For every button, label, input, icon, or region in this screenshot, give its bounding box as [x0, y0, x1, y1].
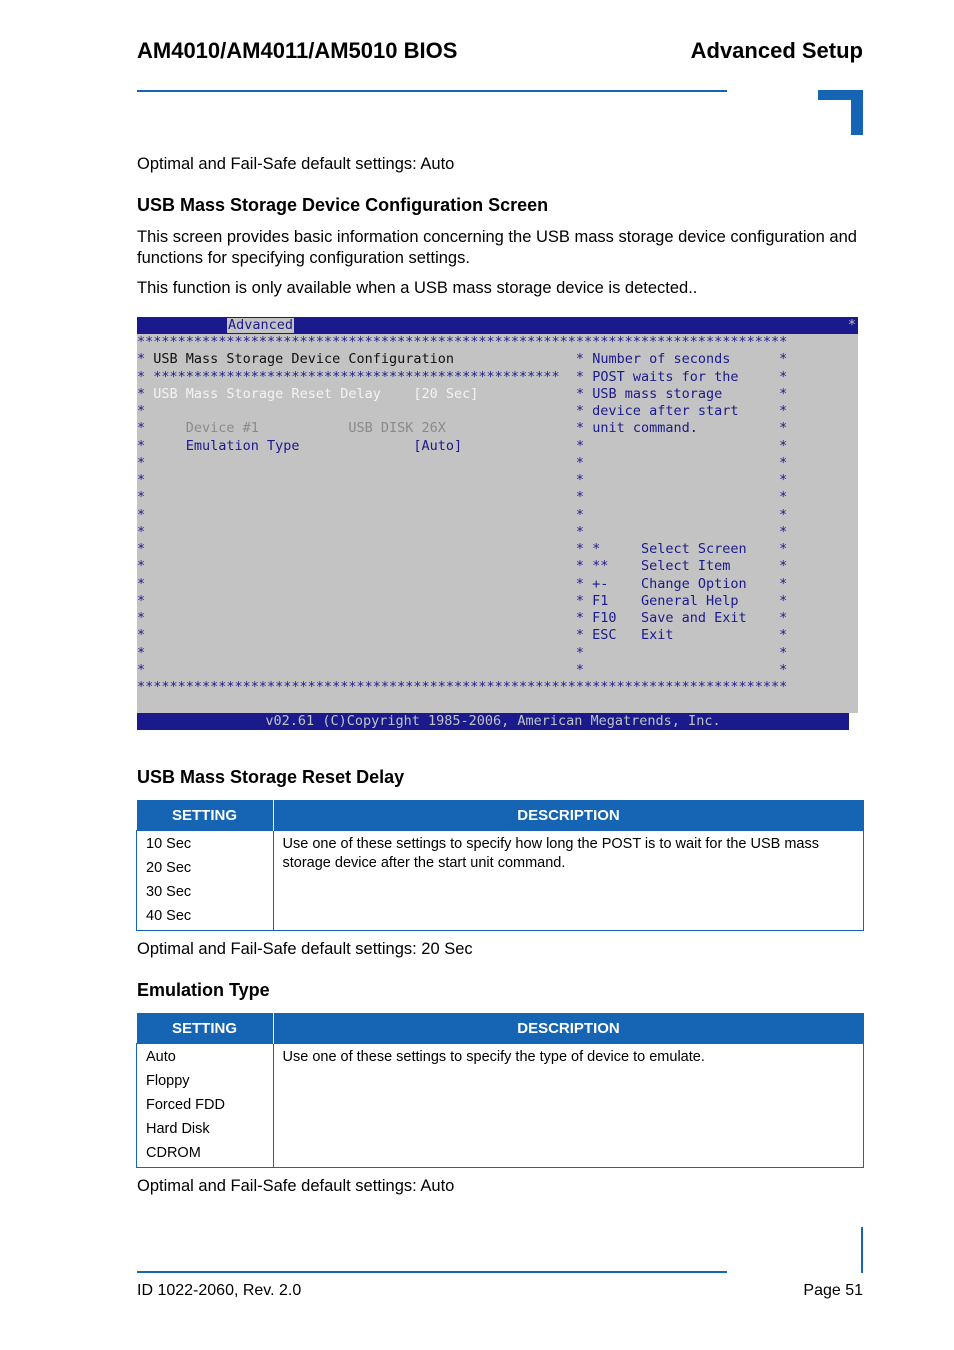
- bios-key-help-row: * * ** Select Item *: [137, 558, 788, 575]
- setting-option: 40 Sec: [146, 908, 192, 924]
- emulation-heading: Emulation Type: [137, 980, 270, 1000]
- description-column-header: DESCRIPTION: [273, 800, 864, 831]
- bios-reset-delay-row: * USB Mass Storage Reset Delay [20 Sec] * USB mass storage *: [137, 385, 788, 402]
- bios-key-help-row: * * * Select Screen *: [137, 541, 788, 557]
- setting-option: Hard Disk: [146, 1121, 210, 1137]
- document-id: ID 1022-2060, Rev. 2.0: [137, 1282, 302, 1299]
- bios-row: * * *: [137, 489, 788, 506]
- emulation-table: [136, 1013, 864, 1168]
- reset-delay-heading: USB Mass Storage Reset Delay: [137, 767, 405, 787]
- header-rule: [137, 90, 727, 92]
- bios-copyright-bar: v02.61 (C)Copyright 1985-2006, American Megatrends, Inc.: [137, 713, 849, 730]
- bios-key-help-row: * * F1 General Help *: [137, 592, 788, 609]
- setting-option: Forced FDD: [146, 1097, 225, 1113]
- bios-row: * * *: [137, 454, 788, 471]
- setting-option: Floppy: [146, 1073, 190, 1089]
- setting-option: CDROM: [146, 1145, 201, 1161]
- reset-delay-table: [136, 800, 864, 931]
- bios-border: ********************************************************************************: [137, 334, 788, 350]
- bios-title-row: * USB Mass Storage Device Configuration * Number of seconds *: [137, 351, 788, 368]
- intro-paragraph: This screen provides basic information concerning the USB mass storage device configuration and functions for specifying configuration settings.: [137, 228, 857, 267]
- setting-description: Use one of these settings to specify how long the POST is to wait for the USB mass storage device after the start unit command.: [282, 836, 819, 871]
- bios-row: * * *: [137, 506, 788, 523]
- bios-menu-star: *: [847, 317, 856, 333]
- setting-option: 10 Sec: [146, 836, 192, 852]
- document-title: AM4010/AM4011/AM5010 BIOS: [137, 38, 458, 63]
- bios-key-help-row: * * ESC Exit *: [137, 627, 788, 644]
- setting-column-header: SETTING: [137, 1013, 274, 1044]
- bios-row: * * *: [137, 472, 788, 488]
- corner-mark-bottom: [861, 1227, 863, 1273]
- bios-row: * * *: [137, 644, 788, 661]
- bios-row: * * *: [137, 661, 788, 678]
- footer-rule: [137, 1271, 727, 1273]
- availability-paragraph: This function is only available when a USB mass storage device is detected..: [137, 279, 698, 297]
- setting-option: 30 Sec: [146, 884, 192, 900]
- setting-option: Auto: [146, 1049, 176, 1065]
- bios-row: * * device after start *: [137, 403, 788, 419]
- bios-device-row: * Device #1 USB DISK 26X * unit command. *: [137, 420, 788, 437]
- setting-column-header: SETTING: [137, 800, 274, 831]
- bios-border: ********************************************************************************: [137, 679, 788, 695]
- section-heading: USB Mass Storage Device Configuration Screen: [137, 195, 549, 215]
- setting-description: Use one of these settings to specify the type of device to emulate.: [282, 1049, 705, 1065]
- setting-option: 20 Sec: [146, 860, 192, 876]
- reset-delay-default: Optimal and Fail-Safe default settings: 20 Sec: [137, 940, 473, 958]
- bios-menu-bar: [137, 317, 858, 334]
- bios-emulation-row: * Emulation Type [Auto] * *: [137, 437, 788, 454]
- description-column-header: DESCRIPTION: [273, 1013, 864, 1044]
- page-number: Page 51: [803, 1282, 863, 1299]
- bios-key-help-row: * * +- Change Option *: [137, 575, 788, 592]
- bios-row: * * *: [137, 523, 788, 540]
- corner-mark-top-vertical: [851, 90, 863, 135]
- chapter-title: Advanced Setup: [690, 38, 863, 63]
- default-settings-note: Optimal and Fail-Safe default settings: Auto: [137, 155, 455, 173]
- bios-key-help-row: * * F10 Save and Exit *: [137, 610, 788, 626]
- bios-tab-advanced[interactable]: Advanced: [228, 317, 294, 333]
- bios-screen: [137, 317, 858, 713]
- bios-rule-row: * ************************************************** * POST waits for the *: [137, 368, 788, 385]
- emulation-default: Optimal and Fail-Safe default settings: Auto: [137, 1177, 455, 1195]
